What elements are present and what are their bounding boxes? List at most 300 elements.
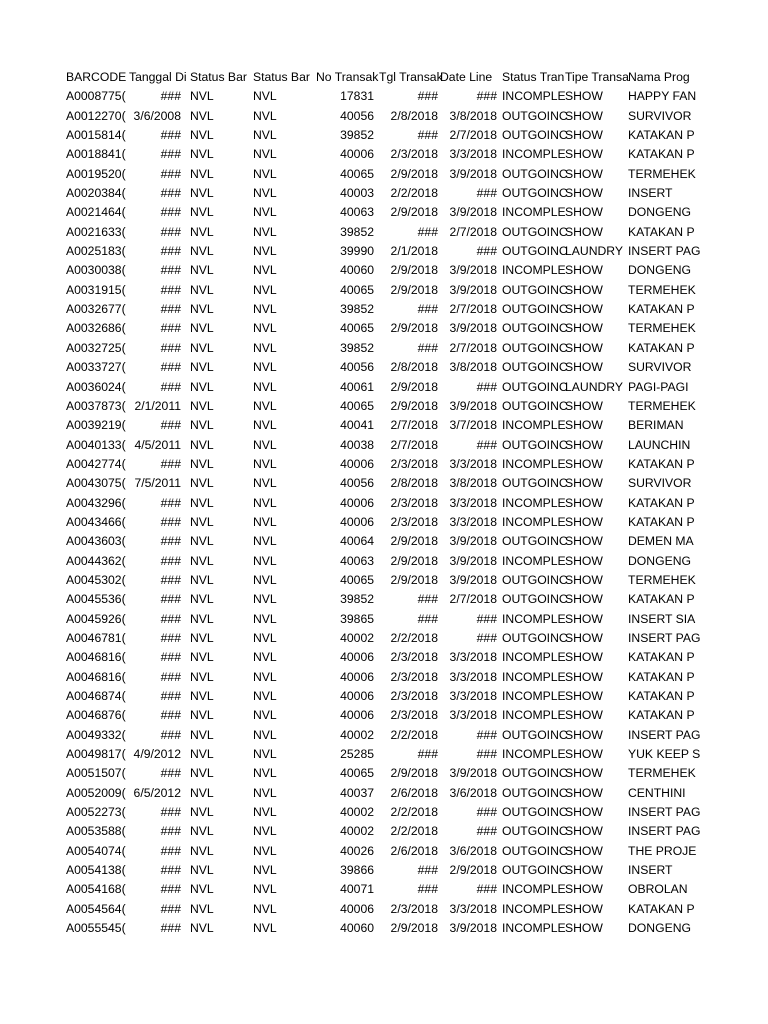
cell-status-transaksi[interactable]: OUTGOINC: [502, 379, 568, 394]
cell-tipe-transaksi[interactable]: SHOW: [565, 89, 603, 104]
cell-barcode[interactable]: A0046876(: [66, 708, 126, 723]
cell-barcode[interactable]: A0046816(: [66, 650, 126, 665]
cell-status-bar-1[interactable]: NVL: [190, 128, 214, 143]
cell-no-transaksi[interactable]: 39852: [340, 128, 374, 143]
cell-status-transaksi[interactable]: INCOMPLE: [502, 901, 566, 916]
cell-status-bar-1[interactable]: NVL: [190, 476, 214, 491]
cell-status-transaksi[interactable]: INCOMPLE: [502, 553, 566, 568]
cell-barcode[interactable]: A0043296(: [66, 495, 126, 510]
cell-date-line[interactable]: ###: [476, 244, 497, 259]
cell-status-bar-2[interactable]: NVL: [253, 553, 277, 568]
cell-tipe-transaksi[interactable]: SHOW: [565, 321, 603, 336]
cell-tanggal-di[interactable]: ###: [160, 263, 181, 278]
cell-tanggal-di[interactable]: ###: [160, 534, 181, 549]
cell-date-line[interactable]: 2/7/2018: [449, 592, 497, 607]
cell-no-transaksi[interactable]: 40071: [340, 882, 374, 897]
cell-tgl-transaksi[interactable]: ###: [417, 882, 438, 897]
cell-tgl-transaksi[interactable]: 2/8/2018: [390, 108, 438, 123]
cell-barcode[interactable]: A0008775(: [66, 89, 126, 104]
cell-status-bar-2[interactable]: NVL: [253, 108, 277, 123]
cell-tanggal-di[interactable]: ###: [160, 572, 181, 587]
cell-status-transaksi[interactable]: OUTGOINC: [502, 166, 568, 181]
cell-status-transaksi[interactable]: OUTGOINC: [502, 224, 568, 239]
cell-tipe-transaksi[interactable]: SHOW: [565, 534, 603, 549]
cell-tanggal-di[interactable]: ###: [160, 89, 181, 104]
cell-barcode[interactable]: A0018841(: [66, 147, 126, 162]
cell-tgl-transaksi[interactable]: 2/3/2018: [390, 669, 438, 684]
cell-status-transaksi[interactable]: OUTGOINC: [502, 863, 568, 878]
cell-tanggal-di[interactable]: ###: [160, 244, 181, 259]
cell-date-line[interactable]: 3/3/2018: [449, 514, 497, 529]
cell-nama-program[interactable]: KATAKAN P: [628, 302, 695, 317]
cell-date-line[interactable]: 2/7/2018: [449, 340, 497, 355]
cell-tgl-transaksi[interactable]: 2/9/2018: [390, 534, 438, 549]
cell-barcode[interactable]: A0043466(: [66, 514, 126, 529]
cell-no-transaksi[interactable]: 40065: [340, 572, 374, 587]
cell-status-bar-2[interactable]: NVL: [253, 128, 277, 143]
cell-tgl-transaksi[interactable]: 2/6/2018: [390, 785, 438, 800]
cell-tanggal-di[interactable]: ###: [160, 205, 181, 220]
cell-no-transaksi[interactable]: 40006: [340, 495, 374, 510]
cell-tanggal-di[interactable]: ###: [160, 650, 181, 665]
cell-nama-program[interactable]: INSERT PAG: [628, 727, 701, 742]
cell-status-bar-2[interactable]: NVL: [253, 514, 277, 529]
cell-status-bar-1[interactable]: NVL: [190, 186, 214, 201]
cell-date-line[interactable]: ###: [476, 882, 497, 897]
cell-status-bar-1[interactable]: NVL: [190, 495, 214, 510]
cell-status-transaksi[interactable]: INCOMPLE: [502, 611, 566, 626]
cell-status-transaksi[interactable]: INCOMPLE: [502, 418, 566, 433]
cell-tgl-transaksi[interactable]: 2/2/2018: [390, 805, 438, 820]
cell-tipe-transaksi[interactable]: SHOW: [565, 824, 603, 839]
cell-barcode[interactable]: A0012270(: [66, 108, 126, 123]
cell-nama-program[interactable]: SURVIVOR: [628, 476, 692, 491]
cell-nama-program[interactable]: BERIMAN: [628, 418, 684, 433]
cell-no-transaksi[interactable]: 40006: [340, 650, 374, 665]
cell-nama-program[interactable]: INSERT PAG: [628, 805, 701, 820]
cell-tipe-transaksi[interactable]: SHOW: [565, 805, 603, 820]
cell-tipe-transaksi[interactable]: SHOW: [565, 630, 603, 645]
cell-no-transaksi[interactable]: 39990: [340, 244, 374, 259]
cell-status-transaksi[interactable]: INCOMPLE: [502, 89, 566, 104]
cell-status-bar-1[interactable]: NVL: [190, 592, 214, 607]
cell-no-transaksi[interactable]: 40037: [340, 785, 374, 800]
cell-tanggal-di[interactable]: ###: [160, 863, 181, 878]
cell-status-bar-1[interactable]: NVL: [190, 669, 214, 684]
cell-date-line[interactable]: 3/9/2018: [449, 398, 497, 413]
cell-nama-program[interactable]: KATAKAN P: [628, 495, 695, 510]
cell-tgl-transaksi[interactable]: 2/7/2018: [390, 437, 438, 452]
cell-no-transaksi[interactable]: 39852: [340, 340, 374, 355]
cell-tipe-transaksi[interactable]: SHOW: [565, 418, 603, 433]
cell-barcode[interactable]: A0046781(: [66, 630, 126, 645]
cell-no-transaksi[interactable]: 40061: [340, 379, 374, 394]
cell-tanggal-di[interactable]: ###: [160, 282, 181, 297]
cell-tgl-transaksi[interactable]: 2/9/2018: [390, 166, 438, 181]
cell-status-transaksi[interactable]: OUTGOINC: [502, 340, 568, 355]
cell-date-line[interactable]: ###: [476, 611, 497, 626]
cell-barcode[interactable]: A0019520(: [66, 166, 126, 181]
cell-tgl-transaksi[interactable]: 2/9/2018: [390, 263, 438, 278]
cell-status-transaksi[interactable]: INCOMPLE: [502, 205, 566, 220]
cell-barcode[interactable]: A0020384(: [66, 186, 126, 201]
cell-status-bar-2[interactable]: NVL: [253, 379, 277, 394]
cell-no-transaksi[interactable]: 39866: [340, 863, 374, 878]
cell-nama-program[interactable]: HAPPY FAN: [628, 89, 697, 104]
cell-status-bar-2[interactable]: NVL: [253, 534, 277, 549]
cell-barcode[interactable]: A0043603(: [66, 534, 126, 549]
cell-date-line[interactable]: 3/6/2018: [449, 843, 497, 858]
cell-tipe-transaksi[interactable]: SHOW: [565, 650, 603, 665]
cell-nama-program[interactable]: KATAKAN P: [628, 592, 695, 607]
cell-status-transaksi[interactable]: INCOMPLE: [502, 921, 566, 936]
cell-barcode[interactable]: A0042774(: [66, 456, 126, 471]
cell-status-bar-1[interactable]: NVL: [190, 282, 214, 297]
cell-tanggal-di[interactable]: 4/9/2012: [133, 747, 181, 762]
cell-no-transaksi[interactable]: 40056: [340, 476, 374, 491]
cell-no-transaksi[interactable]: 40041: [340, 418, 374, 433]
cell-tanggal-di[interactable]: ###: [160, 592, 181, 607]
cell-tanggal-di[interactable]: ###: [160, 669, 181, 684]
cell-status-bar-2[interactable]: NVL: [253, 244, 277, 259]
cell-status-bar-2[interactable]: NVL: [253, 708, 277, 723]
cell-status-transaksi[interactable]: OUTGOINC: [502, 360, 568, 375]
cell-status-bar-1[interactable]: NVL: [190, 843, 214, 858]
cell-status-transaksi[interactable]: INCOMPLE: [502, 147, 566, 162]
cell-status-bar-2[interactable]: NVL: [253, 650, 277, 665]
cell-date-line[interactable]: ###: [476, 747, 497, 762]
cell-tipe-transaksi[interactable]: SHOW: [565, 882, 603, 897]
cell-date-line[interactable]: 3/9/2018: [449, 572, 497, 587]
cell-tipe-transaksi[interactable]: SHOW: [565, 611, 603, 626]
cell-date-line[interactable]: 3/3/2018: [449, 495, 497, 510]
cell-barcode[interactable]: A0021633(: [66, 224, 126, 239]
column-header-tipe-transaksi[interactable]: Tipe Transa: [565, 70, 629, 84]
cell-nama-program[interactable]: INSERT PAG: [628, 824, 701, 839]
cell-status-bar-2[interactable]: NVL: [253, 727, 277, 742]
cell-date-line[interactable]: 3/3/2018: [449, 901, 497, 916]
cell-barcode[interactable]: A0045302(: [66, 572, 126, 587]
cell-nama-program[interactable]: INSERT: [628, 186, 673, 201]
cell-barcode[interactable]: A0039219(: [66, 418, 126, 433]
cell-tgl-transaksi[interactable]: ###: [417, 302, 438, 317]
cell-barcode[interactable]: A0037873(: [66, 398, 126, 413]
cell-status-transaksi[interactable]: INCOMPLE: [502, 708, 566, 723]
cell-no-transaksi[interactable]: 40006: [340, 514, 374, 529]
cell-no-transaksi[interactable]: 39852: [340, 224, 374, 239]
cell-date-line[interactable]: 2/7/2018: [449, 224, 497, 239]
cell-no-transaksi[interactable]: 40065: [340, 282, 374, 297]
cell-barcode[interactable]: A0055545(: [66, 921, 126, 936]
cell-barcode[interactable]: A0030038(: [66, 263, 126, 278]
cell-tanggal-di[interactable]: ###: [160, 128, 181, 143]
cell-tipe-transaksi[interactable]: LAUNDRY: [565, 244, 624, 259]
cell-status-bar-1[interactable]: NVL: [190, 263, 214, 278]
cell-tanggal-di[interactable]: ###: [160, 708, 181, 723]
cell-nama-program[interactable]: SURVIVOR: [628, 360, 692, 375]
cell-no-transaksi[interactable]: 40006: [340, 708, 374, 723]
column-header-barcode[interactable]: BARCODE: [66, 70, 127, 84]
cell-tipe-transaksi[interactable]: SHOW: [565, 360, 603, 375]
cell-status-bar-1[interactable]: NVL: [190, 921, 214, 936]
cell-tanggal-di[interactable]: ###: [160, 689, 181, 703]
cell-barcode[interactable]: A0045926(: [66, 611, 126, 626]
cell-status-bar-1[interactable]: NVL: [190, 166, 214, 181]
cell-status-bar-1[interactable]: NVL: [190, 611, 214, 626]
cell-status-bar-2[interactable]: NVL: [253, 882, 277, 897]
cell-no-transaksi[interactable]: 40063: [340, 205, 374, 220]
cell-status-bar-1[interactable]: NVL: [190, 553, 214, 568]
cell-tanggal-di[interactable]: ###: [160, 302, 181, 317]
cell-barcode[interactable]: A0045536(: [66, 592, 126, 607]
cell-status-bar-2[interactable]: NVL: [253, 495, 277, 510]
cell-tanggal-di[interactable]: 6/5/2012: [133, 785, 181, 800]
cell-status-bar-2[interactable]: NVL: [253, 302, 277, 317]
cell-date-line[interactable]: ###: [476, 186, 497, 201]
cell-date-line[interactable]: ###: [476, 437, 497, 452]
cell-status-transaksi[interactable]: OUTGOINC: [502, 128, 568, 143]
cell-tgl-transaksi[interactable]: 2/3/2018: [390, 147, 438, 162]
cell-status-bar-2[interactable]: NVL: [253, 611, 277, 626]
cell-status-bar-2[interactable]: NVL: [253, 166, 277, 181]
cell-tanggal-di[interactable]: ###: [160, 805, 181, 820]
cell-barcode[interactable]: A0025183(: [66, 244, 126, 259]
cell-date-line[interactable]: 3/3/2018: [449, 456, 497, 471]
cell-no-transaksi[interactable]: 40038: [340, 437, 374, 452]
cell-tanggal-di[interactable]: ###: [160, 224, 181, 239]
cell-nama-program[interactable]: DONGENG: [628, 205, 691, 220]
cell-date-line[interactable]: 3/9/2018: [449, 282, 497, 297]
cell-date-line[interactable]: 3/7/2018: [449, 418, 497, 433]
cell-barcode[interactable]: A0051507(: [66, 766, 126, 781]
cell-nama-program[interactable]: KATAKAN P: [628, 650, 695, 665]
cell-status-bar-1[interactable]: NVL: [190, 340, 214, 355]
cell-tipe-transaksi[interactable]: SHOW: [565, 901, 603, 916]
cell-date-line[interactable]: 3/3/2018: [449, 708, 497, 723]
cell-tanggal-di[interactable]: ###: [160, 727, 181, 742]
cell-status-transaksi[interactable]: OUTGOINC: [502, 437, 568, 452]
cell-tgl-transaksi[interactable]: 2/3/2018: [390, 901, 438, 916]
cell-date-line[interactable]: 3/3/2018: [449, 669, 497, 684]
cell-status-bar-1[interactable]: NVL: [190, 901, 214, 916]
cell-status-bar-1[interactable]: NVL: [190, 747, 214, 762]
cell-status-bar-1[interactable]: NVL: [190, 805, 214, 820]
cell-status-bar-2[interactable]: NVL: [253, 456, 277, 471]
cell-date-line[interactable]: 3/8/2018: [449, 476, 497, 491]
cell-tanggal-di[interactable]: 2/1/2011: [134, 398, 181, 413]
cell-status-transaksi[interactable]: OUTGOINC: [502, 244, 568, 259]
cell-no-transaksi[interactable]: 40056: [340, 360, 374, 375]
cell-tipe-transaksi[interactable]: SHOW: [565, 224, 603, 239]
cell-status-transaksi[interactable]: OUTGOINC: [502, 824, 568, 839]
cell-tgl-transaksi[interactable]: ###: [417, 128, 438, 143]
cell-no-transaksi[interactable]: 40002: [340, 630, 374, 645]
cell-status-bar-2[interactable]: NVL: [253, 224, 277, 239]
cell-status-bar-2[interactable]: NVL: [253, 418, 277, 433]
cell-date-line[interactable]: 3/9/2018: [449, 534, 497, 549]
cell-no-transaksi[interactable]: 40063: [340, 553, 374, 568]
column-header-tgl-transaksi[interactable]: Tgl Transak: [379, 70, 443, 84]
cell-tanggal-di[interactable]: ###: [160, 340, 181, 355]
cell-no-transaksi[interactable]: 40006: [340, 147, 374, 162]
cell-barcode[interactable]: A0032686(: [66, 321, 126, 336]
cell-status-bar-1[interactable]: NVL: [190, 418, 214, 433]
cell-tanggal-di[interactable]: ###: [160, 824, 181, 839]
cell-status-transaksi[interactable]: OUTGOINC: [502, 108, 568, 123]
cell-status-bar-2[interactable]: NVL: [253, 785, 277, 800]
cell-status-bar-2[interactable]: NVL: [253, 843, 277, 858]
cell-no-transaksi[interactable]: 40002: [340, 824, 374, 839]
cell-status-bar-1[interactable]: NVL: [190, 689, 214, 703]
cell-barcode[interactable]: A0046816(: [66, 669, 126, 684]
cell-tanggal-di[interactable]: ###: [160, 766, 181, 781]
cell-tipe-transaksi[interactable]: SHOW: [565, 437, 603, 452]
cell-status-bar-2[interactable]: NVL: [253, 805, 277, 820]
cell-status-bar-1[interactable]: NVL: [190, 727, 214, 742]
cell-date-line[interactable]: ###: [476, 727, 497, 742]
cell-nama-program[interactable]: DEMEN MA: [628, 534, 694, 549]
cell-tipe-transaksi[interactable]: SHOW: [565, 340, 603, 355]
cell-nama-program[interactable]: YUK KEEP S: [628, 747, 701, 762]
cell-tanggal-di[interactable]: ###: [160, 379, 181, 394]
cell-tgl-transaksi[interactable]: 2/9/2018: [390, 553, 438, 568]
cell-tipe-transaksi[interactable]: SHOW: [565, 747, 603, 762]
cell-status-bar-2[interactable]: NVL: [253, 747, 277, 762]
cell-nama-program[interactable]: KATAKAN P: [628, 689, 695, 703]
cell-date-line[interactable]: 3/3/2018: [449, 147, 497, 162]
cell-tipe-transaksi[interactable]: SHOW: [565, 785, 603, 800]
cell-barcode[interactable]: A0032725(: [66, 340, 126, 355]
cell-no-transaksi[interactable]: 40026: [340, 843, 374, 858]
cell-tgl-transaksi[interactable]: 2/3/2018: [390, 689, 438, 703]
cell-nama-program[interactable]: SURVIVOR: [628, 108, 692, 123]
cell-tipe-transaksi[interactable]: SHOW: [565, 921, 603, 936]
cell-no-transaksi[interactable]: 40065: [340, 321, 374, 336]
cell-status-transaksi[interactable]: OUTGOINC: [502, 534, 568, 549]
cell-tgl-transaksi[interactable]: ###: [417, 592, 438, 607]
cell-barcode[interactable]: A0021464(: [66, 205, 126, 220]
cell-tgl-transaksi[interactable]: 2/1/2018: [390, 244, 438, 259]
cell-nama-program[interactable]: TERMEHEK: [628, 321, 696, 336]
cell-status-transaksi[interactable]: INCOMPLE: [502, 669, 566, 684]
cell-status-bar-1[interactable]: NVL: [190, 766, 214, 781]
cell-tipe-transaksi[interactable]: SHOW: [565, 147, 603, 162]
cell-status-transaksi[interactable]: OUTGOINC: [502, 766, 568, 781]
cell-tipe-transaksi[interactable]: SHOW: [565, 398, 603, 413]
cell-tanggal-di[interactable]: 3/6/2008: [133, 108, 181, 123]
cell-date-line[interactable]: 3/9/2018: [449, 166, 497, 181]
cell-tgl-transaksi[interactable]: 2/9/2018: [390, 398, 438, 413]
cell-tgl-transaksi[interactable]: 2/8/2018: [390, 476, 438, 491]
cell-tipe-transaksi[interactable]: SHOW: [565, 476, 603, 491]
cell-tgl-transaksi[interactable]: 2/3/2018: [390, 495, 438, 510]
cell-barcode[interactable]: A0052009(: [66, 785, 126, 800]
cell-tgl-transaksi[interactable]: 2/7/2018: [390, 418, 438, 433]
cell-tgl-transaksi[interactable]: 2/9/2018: [390, 205, 438, 220]
cell-no-transaksi[interactable]: 40006: [340, 669, 374, 684]
cell-tanggal-di[interactable]: ###: [160, 553, 181, 568]
cell-tgl-transaksi[interactable]: 2/9/2018: [390, 921, 438, 936]
cell-status-transaksi[interactable]: OUTGOINC: [502, 572, 568, 587]
cell-date-line[interactable]: 3/9/2018: [449, 205, 497, 220]
cell-status-transaksi[interactable]: OUTGOINC: [502, 302, 568, 317]
cell-status-bar-1[interactable]: NVL: [190, 863, 214, 878]
column-header-nama-program[interactable]: Nama Prog: [628, 70, 690, 84]
cell-no-transaksi[interactable]: 39865: [340, 611, 374, 626]
cell-nama-program[interactable]: KATAKAN P: [628, 128, 695, 143]
cell-nama-program[interactable]: KATAKAN P: [628, 708, 695, 723]
cell-barcode[interactable]: A0033727(: [66, 360, 126, 375]
cell-tipe-transaksi[interactable]: SHOW: [565, 766, 603, 781]
cell-nama-program[interactable]: KATAKAN P: [628, 456, 695, 471]
cell-tgl-transaksi[interactable]: 2/2/2018: [390, 630, 438, 645]
cell-status-bar-1[interactable]: NVL: [190, 630, 214, 645]
cell-tipe-transaksi[interactable]: SHOW: [565, 727, 603, 742]
cell-barcode[interactable]: A0031915(: [66, 282, 126, 297]
cell-nama-program[interactable]: TERMEHEK: [628, 572, 696, 587]
cell-tipe-transaksi[interactable]: SHOW: [565, 553, 603, 568]
cell-status-bar-2[interactable]: NVL: [253, 572, 277, 587]
cell-date-line[interactable]: 3/3/2018: [449, 689, 497, 703]
cell-nama-program[interactable]: INSERT: [628, 863, 673, 878]
cell-status-bar-1[interactable]: NVL: [190, 360, 214, 375]
cell-tgl-transaksi[interactable]: 2/8/2018: [390, 360, 438, 375]
cell-status-bar-1[interactable]: NVL: [190, 321, 214, 336]
cell-status-transaksi[interactable]: INCOMPLE: [502, 495, 566, 510]
cell-no-transaksi[interactable]: 40006: [340, 901, 374, 916]
cell-no-transaksi[interactable]: 39852: [340, 592, 374, 607]
cell-status-bar-2[interactable]: NVL: [253, 824, 277, 839]
cell-status-transaksi[interactable]: INCOMPLE: [502, 747, 566, 762]
cell-status-bar-2[interactable]: NVL: [253, 921, 277, 936]
cell-barcode[interactable]: A0043075(: [66, 476, 126, 491]
cell-tgl-transaksi[interactable]: 2/2/2018: [390, 824, 438, 839]
cell-tgl-transaksi[interactable]: 2/6/2018: [390, 843, 438, 858]
cell-date-line[interactable]: 2/7/2018: [449, 302, 497, 317]
cell-tgl-transaksi[interactable]: 2/9/2018: [390, 572, 438, 587]
cell-status-transaksi[interactable]: OUTGOINC: [502, 843, 568, 858]
cell-no-transaksi[interactable]: 39852: [340, 302, 374, 317]
cell-tgl-transaksi[interactable]: ###: [417, 224, 438, 239]
cell-tanggal-di[interactable]: ###: [160, 843, 181, 858]
cell-nama-program[interactable]: KATAKAN P: [628, 340, 695, 355]
cell-status-bar-1[interactable]: NVL: [190, 572, 214, 587]
cell-no-transaksi[interactable]: 40064: [340, 534, 374, 549]
column-header-date-line[interactable]: Date Line: [440, 70, 493, 84]
cell-no-transaksi[interactable]: 40065: [340, 766, 374, 781]
cell-tgl-transaksi[interactable]: ###: [417, 611, 438, 626]
cell-tipe-transaksi[interactable]: SHOW: [565, 302, 603, 317]
cell-barcode[interactable]: A0054564(: [66, 901, 126, 916]
cell-nama-program[interactable]: KATAKAN P: [628, 147, 695, 162]
cell-status-bar-2[interactable]: NVL: [253, 901, 277, 916]
cell-status-transaksi[interactable]: INCOMPLE: [502, 650, 566, 665]
cell-nama-program[interactable]: LAUNCHIN: [628, 437, 691, 452]
cell-status-bar-2[interactable]: NVL: [253, 321, 277, 336]
cell-tgl-transaksi[interactable]: 2/2/2018: [390, 186, 438, 201]
cell-tipe-transaksi[interactable]: SHOW: [565, 514, 603, 529]
cell-nama-program[interactable]: DONGENG: [628, 553, 691, 568]
cell-tanggal-di[interactable]: ###: [160, 514, 181, 529]
cell-tipe-transaksi[interactable]: SHOW: [565, 689, 603, 703]
cell-tipe-transaksi[interactable]: SHOW: [565, 669, 603, 684]
cell-no-transaksi[interactable]: 40065: [340, 398, 374, 413]
cell-tanggal-di[interactable]: ###: [160, 418, 181, 433]
cell-status-bar-1[interactable]: NVL: [190, 89, 214, 104]
cell-status-transaksi[interactable]: OUTGOINC: [502, 476, 568, 491]
cell-status-bar-2[interactable]: NVL: [253, 340, 277, 355]
cell-no-transaksi[interactable]: 40003: [340, 186, 374, 201]
